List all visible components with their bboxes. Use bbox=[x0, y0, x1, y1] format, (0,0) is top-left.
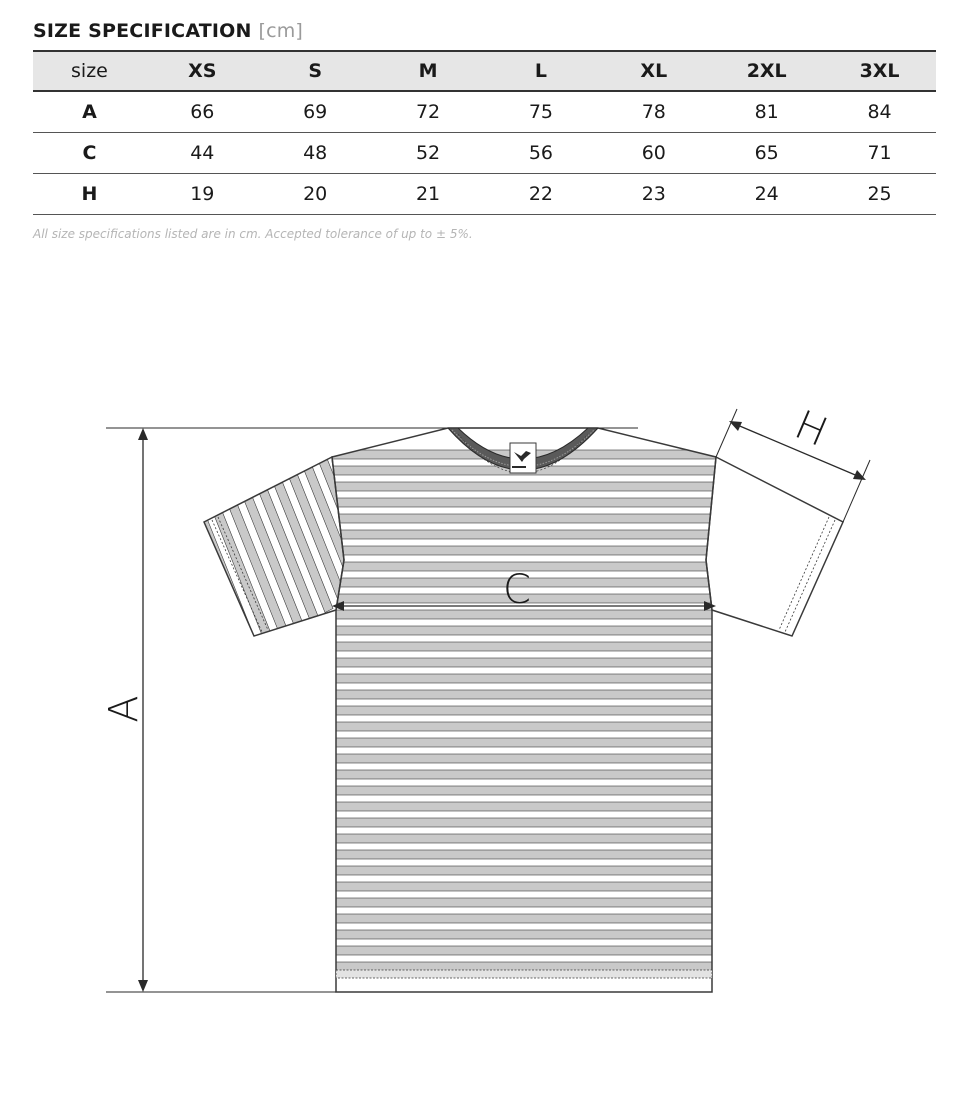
sleeve-stripe bbox=[820, 350, 888, 504]
table-cell: 19 bbox=[146, 174, 259, 215]
body-stripe bbox=[320, 818, 730, 827]
dim-c-label: C bbox=[503, 567, 531, 613]
row-label: A bbox=[33, 91, 146, 133]
body-stripe bbox=[320, 882, 730, 891]
table-cell: 20 bbox=[259, 174, 372, 215]
table-cell: 71 bbox=[823, 133, 936, 174]
body-stripe bbox=[320, 738, 730, 747]
dim-a-arrow-bottom bbox=[138, 980, 148, 992]
table-cell: 81 bbox=[710, 91, 823, 133]
body-stripe bbox=[320, 850, 730, 859]
sleeve-stripe bbox=[715, 298, 783, 452]
body-stripe bbox=[320, 722, 730, 731]
body-stripe bbox=[320, 946, 730, 955]
dim-h-label: H bbox=[788, 401, 834, 457]
table-cell: 66 bbox=[146, 91, 259, 133]
table-cell: 24 bbox=[710, 174, 823, 215]
body-stripe bbox=[320, 786, 730, 795]
table-cell: 22 bbox=[485, 174, 598, 215]
table-cell: 21 bbox=[372, 174, 485, 215]
body-stripe bbox=[320, 866, 730, 875]
dim-a-arrow-top bbox=[138, 428, 148, 440]
row-label: H bbox=[33, 174, 146, 215]
table-cell: 60 bbox=[597, 133, 710, 174]
body-stripe bbox=[320, 834, 730, 843]
right-sleeve-stripes bbox=[700, 290, 903, 512]
table-cell: 72 bbox=[372, 91, 485, 133]
size-header-xs: XS bbox=[188, 60, 217, 82]
table-cell: 69 bbox=[259, 91, 372, 133]
sleeve-stripe bbox=[835, 358, 903, 512]
brand-label-bar bbox=[512, 466, 526, 468]
body-stripe bbox=[320, 514, 730, 523]
dim-h-arrow-left bbox=[729, 421, 742, 431]
sleeve-stripe bbox=[700, 290, 768, 444]
table-cell: 25 bbox=[823, 174, 936, 215]
spec-unit: [cm] bbox=[258, 20, 304, 42]
table-cell: 84 bbox=[823, 91, 936, 133]
body-stripe bbox=[320, 802, 730, 811]
body-stripe bbox=[320, 482, 730, 491]
size-header-xl: XL bbox=[640, 60, 668, 82]
body-stripe bbox=[320, 498, 730, 507]
body-stripe bbox=[320, 706, 730, 715]
dim-a-label: A bbox=[101, 695, 147, 723]
body-stripe bbox=[320, 674, 730, 683]
body-stripe bbox=[320, 754, 730, 763]
right-cuff-stitch bbox=[779, 517, 835, 632]
spec-title: SIZE SPECIFICATION bbox=[33, 20, 252, 42]
size-header-3xl: 3XL bbox=[859, 60, 900, 82]
body-stripe bbox=[320, 626, 730, 635]
body-stripe bbox=[320, 770, 730, 779]
body-stripes bbox=[320, 450, 730, 971]
body-stripe bbox=[320, 690, 730, 699]
hem-band bbox=[336, 970, 712, 978]
body-stripe bbox=[320, 642, 730, 651]
dim-h-arrow-right bbox=[853, 470, 866, 480]
row-label: C bbox=[33, 133, 146, 174]
table-cell: 23 bbox=[597, 174, 710, 215]
table-cell: 48 bbox=[259, 133, 372, 174]
body-stripe bbox=[320, 658, 730, 667]
body-stripe bbox=[320, 898, 730, 907]
right-sleeve-outline bbox=[706, 457, 843, 636]
table-cell: 78 bbox=[597, 91, 710, 133]
size-header-s: S bbox=[308, 60, 323, 82]
table-cell: 56 bbox=[485, 133, 598, 174]
dim-h-guide-bottom bbox=[843, 460, 870, 522]
table-cell: 75 bbox=[485, 91, 598, 133]
tolerance-note: All size specifications listed are in cm. Accepted tolerance of up to ± 5%. bbox=[33, 227, 473, 241]
size-header-m: M bbox=[418, 60, 438, 82]
body-stripe bbox=[320, 914, 730, 923]
size-header-2xl: 2XL bbox=[746, 60, 787, 82]
body-stripe bbox=[320, 530, 730, 539]
table-cell: 65 bbox=[710, 133, 823, 174]
table-cell: 52 bbox=[372, 133, 485, 174]
body-stripe bbox=[320, 930, 730, 939]
size-header-l: L bbox=[534, 60, 547, 82]
dim-h-guide-top bbox=[716, 409, 737, 457]
size-corner-label: size bbox=[71, 60, 108, 82]
body-stripe bbox=[320, 546, 730, 555]
table-cell: 44 bbox=[146, 133, 259, 174]
